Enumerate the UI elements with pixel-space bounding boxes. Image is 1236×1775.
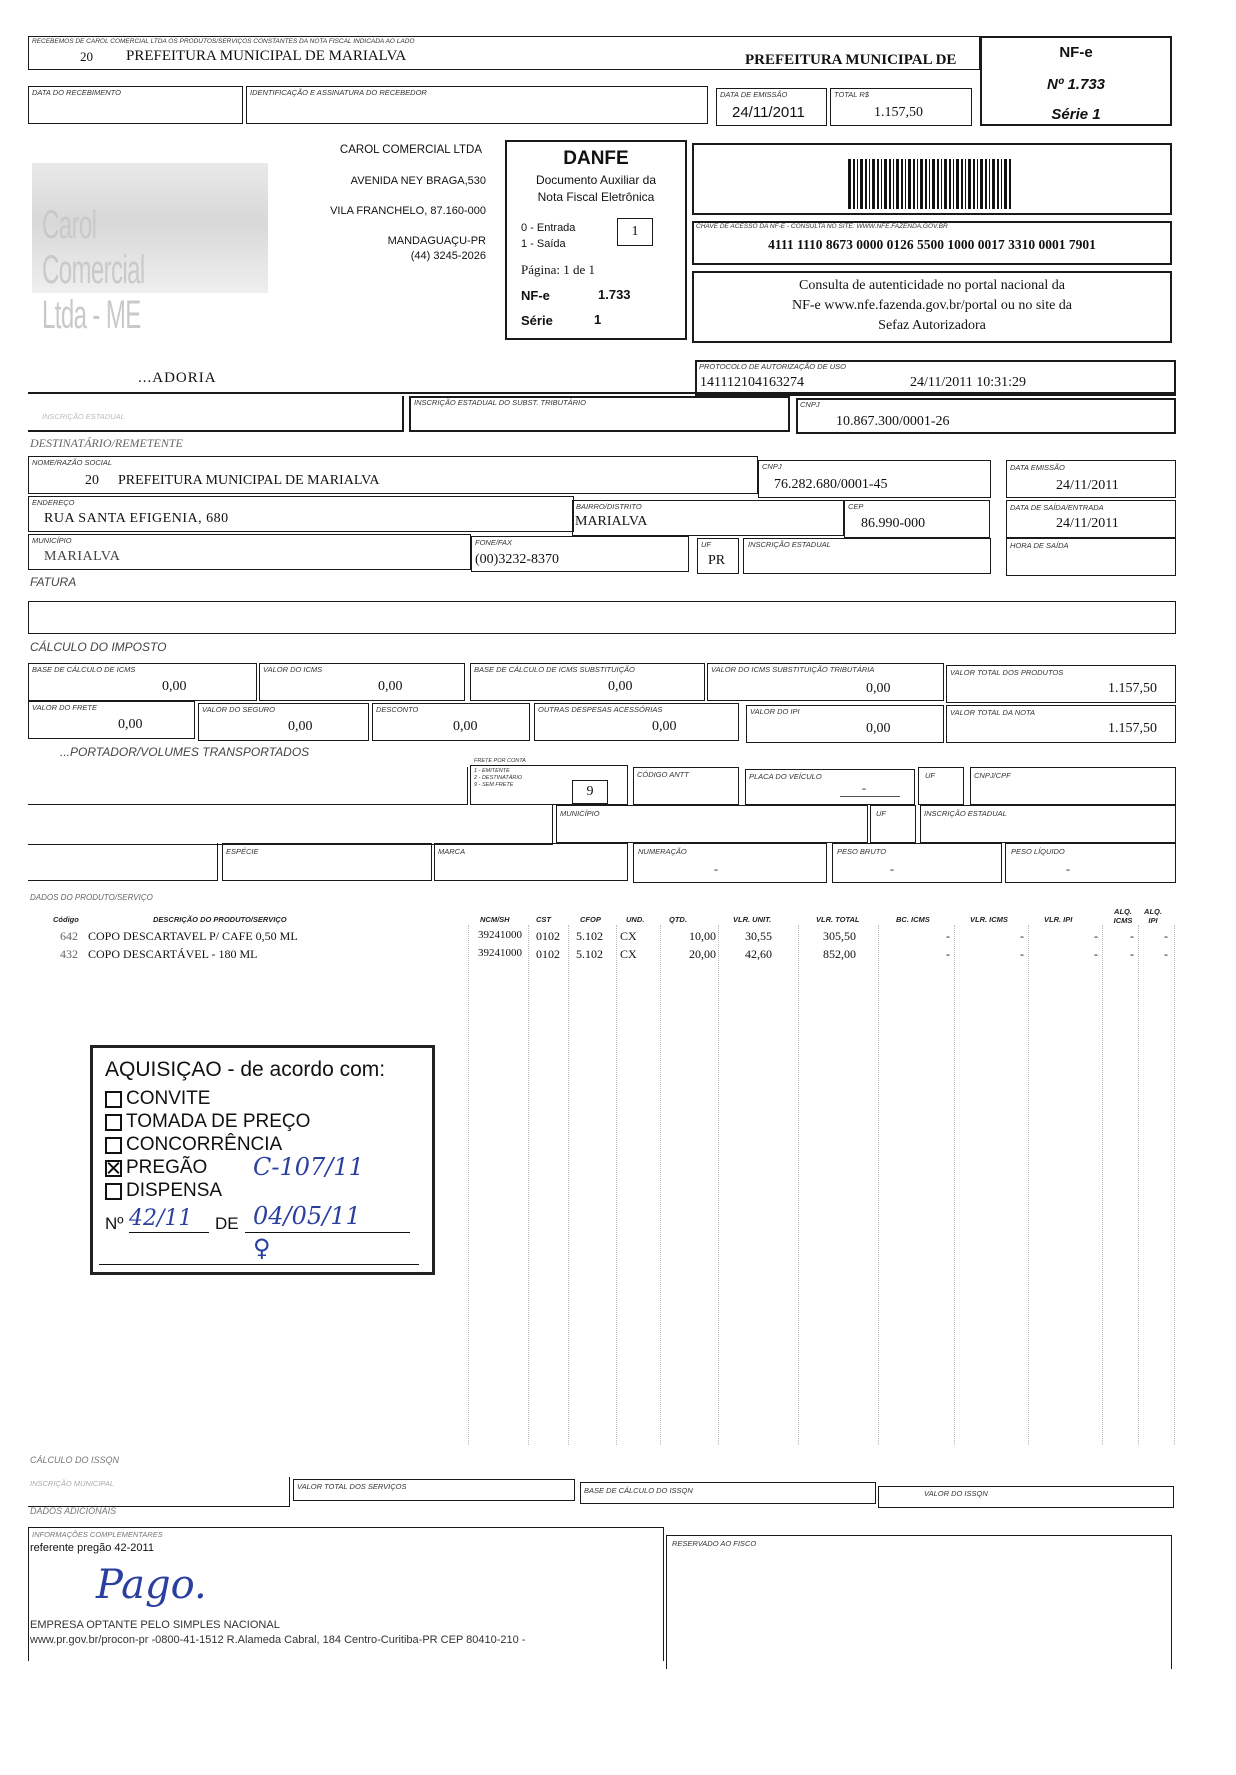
- frete-opt2: 2 - DESTINATÁRIO: [474, 775, 523, 781]
- reservado-fisco-box: [666, 1535, 1172, 1669]
- danfe-saida: 1 - Saída: [521, 238, 566, 250]
- danfe-nfe-label: NF-e: [521, 288, 550, 303]
- danfe-nfe-num: 1.733: [598, 287, 631, 302]
- total-produtos-value: 1.157,50: [1108, 681, 1157, 696]
- transp-uf-label: UF: [925, 771, 935, 780]
- fatura-section: FATURA: [30, 575, 77, 589]
- cell-alq-icms: -: [1130, 947, 1134, 961]
- danfe-tipo-box: [617, 218, 653, 246]
- aquisicao-stamp: [90, 1045, 435, 1275]
- protocolo-value: 141112104163274: [700, 375, 804, 390]
- transp-municipio-box: [556, 805, 868, 843]
- th-vlr-icms: VLR. ICMS: [970, 915, 1008, 924]
- th-alq-ipi: ALQ. IPI: [1144, 907, 1162, 925]
- bc-st-label: BASE DE CÁLCULO DE ICMS SUBSTITUIÇÃO: [474, 665, 635, 674]
- barcode-icon: [848, 159, 1013, 209]
- danfe-entrada: 0 - Entrada: [521, 222, 576, 234]
- stamp-option-pregao: [105, 1157, 207, 1179]
- cell-codigo: 432: [60, 947, 78, 961]
- th-alq-icms: ALQ. ICMS: [1113, 907, 1133, 925]
- issqn-valor-label: VALOR DO ISSQN: [924, 1489, 988, 1498]
- dest-cnpj-label: CNPJ: [762, 462, 782, 471]
- stamp-title: AQUISIÇAO - de acordo com:: [105, 1058, 386, 1081]
- dest-data-saida-label: DATA DE SAÍDA/ENTRADA: [1010, 503, 1104, 512]
- th-cfop: CFOP: [580, 915, 601, 924]
- issqn-total-serv-label: VALOR TOTAL DOS SERVIÇOS: [297, 1482, 407, 1491]
- imposto-section: CÁLCULO DO IMPOSTO: [30, 640, 167, 654]
- stamp-option-label: CONCORRÊNCIA: [126, 1134, 283, 1155]
- peso-liquido-dash: -: [1066, 862, 1070, 876]
- cell-cfop: 5.102: [576, 947, 603, 961]
- checkbox-icon: [105, 1183, 122, 1200]
- frete-opt3: 9 - SEM FRETE: [474, 782, 514, 788]
- transp-qtd-box: [28, 843, 218, 881]
- dest-nome-num: 20: [85, 473, 99, 488]
- dest-nome: PREFEITURA MUNICIPAL DE MARIALVA: [118, 473, 380, 488]
- stamp-option-label: PREGÃO: [126, 1157, 208, 1178]
- stamp-option-dispensa: [105, 1180, 222, 1202]
- info-compl-label: INFORMAÇÕES COMPLEMENTARES: [32, 1530, 163, 1539]
- cell-vlr-ipi: -: [1094, 929, 1098, 943]
- antt-label: CÓDIGO ANTT: [637, 770, 689, 779]
- valor-icms-value: 0,00: [378, 679, 403, 694]
- dest-nome-label: NOME/RAZÃO SOCIAL: [32, 458, 113, 467]
- dest-fone: (00)3232-8370: [475, 552, 559, 567]
- valor-st-value: 0,00: [866, 681, 891, 696]
- cell-descricao: COPO DESCARTAVEL P/ CAFE 0,50 ML: [88, 929, 298, 943]
- th-qtd: QTD.: [669, 915, 687, 924]
- cell-alq-ipi: -: [1164, 947, 1168, 961]
- issqn-im-label: INSCRIÇÃO MUNICIPAL: [30, 1479, 115, 1488]
- fatura-box: [28, 601, 1176, 634]
- stamp-option-tomada: [105, 1111, 310, 1133]
- emitente-logo: [32, 163, 268, 337]
- adicionais-section: DADOS ADICIONAIS: [30, 1506, 117, 1516]
- dest-municipio: MARIALVA: [44, 549, 121, 564]
- emitente-cnpj-label: CNPJ: [800, 400, 820, 409]
- bc-st-value: 0,00: [608, 679, 633, 694]
- cell-bc-icms: -: [946, 929, 950, 943]
- placa-dash: -: [862, 781, 866, 795]
- frete-opt1: 1 - EMITENTE: [474, 768, 510, 774]
- stamp-pregao-handwritten: C-107/11: [253, 1153, 364, 1181]
- dest-hora-label: HORA DE SAÍDA: [1010, 541, 1069, 550]
- dest-ie-label: INSCRIÇÃO ESTADUAL: [748, 540, 831, 549]
- frete-value: 9: [586, 784, 594, 799]
- cell-vlr-total: 852,00: [823, 947, 856, 961]
- frete-value: 0,00: [118, 717, 143, 732]
- danfe-pagina: Página: 1 de 1: [521, 262, 596, 277]
- danfe-title: DANFE: [563, 148, 629, 169]
- protocolo-label: PROTOCOLO DE AUTORIZAÇÃO DE USO: [699, 362, 846, 371]
- info-referente: referente pregão 42-2011: [30, 1542, 154, 1554]
- seguro-value: 0,00: [288, 719, 313, 734]
- th-bc-icms: BC. ICMS: [896, 915, 930, 924]
- dest-data-emissao-label: DATA EMISSÃO: [1010, 463, 1065, 472]
- ie-label: INSCRIÇÃO ESTADUAL: [42, 412, 125, 421]
- stamp-de-value: 04/05/11: [253, 1202, 361, 1230]
- cell-descricao: COPO DESCARTÁVEL - 180 ML: [88, 947, 258, 961]
- numeracao-label: NUMERAÇÃO: [638, 847, 687, 856]
- bc-icms-value: 0,00: [162, 679, 187, 694]
- canhoto-total-label: TOTAL R$: [834, 90, 870, 99]
- ie-subst-label: INSCRIÇÃO ESTADUAL DO SUBST. TRIBUTÁRIO: [414, 398, 586, 407]
- checkbox-icon: [105, 1091, 122, 1108]
- outras-value: 0,00: [652, 719, 677, 734]
- canhoto-data-emissao: 24/11/2011: [732, 104, 805, 121]
- total-produtos-label: VALOR TOTAL DOS PRODUTOS: [950, 668, 1064, 677]
- th-descricao: DESCRIÇÃO DO PRODUTO/SERVIÇO: [153, 915, 287, 924]
- canhoto-data-emissao-label: DATA DE EMISSÃO: [720, 90, 788, 99]
- transporte-section: ...PORTADOR/VOLUMES TRANSPORTADOS: [60, 745, 310, 759]
- stamp-bottom-line: [99, 1264, 419, 1265]
- especie-label: ESPÉCIE: [226, 847, 259, 856]
- consulta-line3: Sefaz Autorizadora: [878, 318, 986, 333]
- cell-vlr-ipi: -: [1094, 947, 1098, 961]
- pago-handwritten: Pago.: [96, 1562, 207, 1608]
- natureza-value: ...ADORIA: [138, 370, 217, 386]
- th-codigo: Código: [53, 915, 79, 924]
- stamp-option-label: DISPENSA: [126, 1180, 223, 1201]
- stamp-option-label: TOMADA DE PREÇO: [126, 1111, 311, 1132]
- nfe-title: NF-e: [1059, 44, 1093, 61]
- info-procon: www.pr.gov.br/procon-pr -0800-41-1512 R.Alameda Cabral, 184 Centro-Curitiba-PR CEP 80410-210 -: [30, 1634, 526, 1646]
- logo-text: Carol Comercial Ltda - ME: [42, 203, 145, 337]
- stamp-n-label: Nº: [105, 1214, 124, 1233]
- identificacao-label: IDENTIFICAÇÃO E ASSINATURA DO RECEBEDOR: [250, 88, 427, 97]
- canhoto-dest-name: PREFEITURA MUNICIPAL DE MARIALVA: [126, 48, 407, 64]
- dest-municipio-label: MUNICÍPIO: [32, 536, 72, 545]
- stamp-n-underline: [129, 1232, 209, 1233]
- cell-qtd: 10,00: [689, 929, 716, 943]
- placa-underline: [840, 796, 900, 797]
- dest-cep-label: CEP: [848, 502, 864, 511]
- dest-cnpj: 76.282.680/0001-45: [774, 477, 888, 492]
- cell-cst: 0102: [536, 947, 560, 961]
- emitente-address: AVENIDA NEY BRAGA,530: [350, 175, 486, 187]
- th-vlr-total: VLR. TOTAL: [816, 915, 860, 924]
- dest-data-saida: 24/11/2011: [1056, 516, 1119, 531]
- canhoto-dest-num: 20: [80, 49, 93, 64]
- chave-label: CHAVE DE ACESSO DA NF-E - CONSULTA NO SITE: WWW.NFE.FAZENDA.GOV.BR: [696, 223, 948, 230]
- cell-vlr-icms: -: [1020, 947, 1024, 961]
- nfe-number: Nº 1.733: [1046, 76, 1105, 93]
- dest-bairro: MARIALVA: [575, 514, 648, 529]
- dest-fone-label: FONE/FAX: [475, 538, 512, 547]
- data-recebimento-label: DATA DO RECEBIMENTO: [32, 88, 121, 97]
- cell-cfop: 5.102: [576, 929, 603, 943]
- dest-endereco-label: ENDEREÇO: [32, 498, 75, 507]
- valor-icms-label: VALOR DO ICMS: [263, 665, 323, 674]
- danfe-serie-label: Série: [521, 313, 553, 328]
- emitente-name: CAROL COMERCIAL LTDA: [339, 144, 482, 156]
- stamp-option-label: CONVITE: [126, 1088, 211, 1109]
- placa-label: PLACA DO VEÍCULO: [749, 772, 822, 781]
- issqn-valor-box: [878, 1486, 1174, 1508]
- transp-municipio-label: MUNICÍPIO: [560, 809, 600, 818]
- peso-bruto-dash: -: [890, 862, 894, 876]
- canhoto-total: 1.157,50: [874, 105, 923, 120]
- th-und: UND.: [626, 915, 645, 924]
- emitente-city: MANDAGUAÇU-PR: [387, 235, 486, 247]
- checkbox-icon: [105, 1137, 122, 1154]
- info-simples: EMPRESA OPTANTE PELO SIMPLES NACIONAL: [30, 1619, 280, 1631]
- peso-bruto-label: PESO BRUTO: [837, 847, 887, 856]
- dest-cep: 86.990-000: [861, 516, 926, 531]
- cell-qtd: 20,00: [689, 947, 716, 961]
- cell-cst: 0102: [536, 929, 560, 943]
- checkbox-icon: [105, 1114, 122, 1131]
- ipi-value: 0,00: [866, 721, 891, 736]
- transp-endereco-box: [28, 805, 553, 845]
- transp-uf2-label: UF: [876, 809, 886, 818]
- reservado-fisco-label: RESERVADO AO FISCO: [672, 1539, 757, 1548]
- cell-und: CX: [620, 947, 637, 961]
- cell-vlr-unit: 30,55: [745, 929, 772, 943]
- cell-alq-icms: -: [1130, 929, 1134, 943]
- stamp-de-label: DE: [215, 1214, 239, 1233]
- frete-conta-label: FRETE POR CONTA: [474, 758, 526, 764]
- th-vlr-unit: VLR. UNIT.: [733, 915, 772, 924]
- consulta-line2: NF-e www.nfe.fazenda.gov.br/portal ou no site da: [791, 298, 1073, 313]
- stamp-n-value: 42/11: [129, 1206, 193, 1231]
- valor-st-label: VALOR DO ICMS SUBSTITUIÇÃO TRIBUTÁRIA: [711, 665, 875, 674]
- cell-vlr-icms: -: [1020, 929, 1024, 943]
- th-vlr-ipi: VLR. IPI: [1044, 915, 1073, 924]
- frete-label: VALOR DO FRETE: [32, 703, 98, 712]
- cell-ncm: 39241000: [478, 929, 522, 941]
- consulta-line1: Consulta de autenticidade no portal nacional da: [799, 278, 1065, 293]
- marca-label: MARCA: [438, 847, 466, 856]
- desconto-label: DESCONTO: [376, 705, 419, 714]
- th-cst: CST: [536, 915, 551, 924]
- stamp-signature: ♀: [253, 1234, 271, 1262]
- cell-ncm: 39241000: [478, 947, 522, 959]
- destinatario-section: DESTINATÁRIO/REMETENTE: [30, 436, 183, 450]
- cell-codigo: 642: [60, 929, 78, 943]
- dest-uf-label: UF: [701, 540, 711, 549]
- danfe-serie-num: 1: [594, 312, 602, 327]
- canhoto-prefeitura: PREFEITURA MUNICIPAL DE: [745, 52, 957, 68]
- transp-nome-box: [28, 767, 468, 805]
- total-nota-label: VALOR TOTAL DA NOTA: [950, 708, 1036, 717]
- transp-cnpj-label: CNPJ/CPF: [974, 771, 1011, 780]
- stamp-de-underline: [245, 1232, 410, 1233]
- th-ncm: NCM/SH: [480, 915, 510, 924]
- chave-value: 4111 1110 8673 0000 0126 5500 1000 0017 3310 0001 7901: [768, 237, 1096, 252]
- transp-ie-label: INSCRIÇÃO ESTADUAL: [924, 809, 1007, 818]
- dest-uf: PR: [708, 553, 726, 568]
- cell-alq-ipi: -: [1164, 929, 1168, 943]
- desconto-value: 0,00: [453, 719, 478, 734]
- nfe-serie: Série 1: [1051, 106, 1101, 123]
- danfe-subtitle1: Documento Auxiliar da: [535, 173, 657, 187]
- dest-bairro-label: BAIRRO/DISTRITO: [576, 502, 642, 511]
- outras-label: OUTRAS DESPESAS ACESSÓRIAS: [538, 705, 663, 714]
- bc-icms-label: BASE DE CÁLCULO DE ICMS: [32, 665, 136, 674]
- frete-value-box: [572, 780, 608, 804]
- dest-endereco: RUA SANTA EFIGENIA, 680: [44, 511, 229, 526]
- cell-vlr-total: 305,50: [823, 929, 856, 943]
- cell-und: CX: [620, 929, 637, 943]
- ipi-label: VALOR DO IPI: [750, 707, 800, 716]
- total-nota-value: 1.157,50: [1108, 721, 1157, 736]
- danfe-subtitle2: Nota Fiscal Eletrônica: [537, 190, 655, 204]
- stamp-option-convite: [105, 1088, 210, 1110]
- emitente-district: VILA FRANCHELO, 87.160-000: [330, 205, 486, 217]
- issqn-bc-label: BASE DE CÁLCULO DO ISSQN: [584, 1486, 693, 1495]
- canhoto-header-text: RECEBEMOS DE CAROL COMERCIAL LTDA OS PRODUTOS/SERVIÇOS CONSTANTES DA NOTA FISCAL INDICADA AO LADO: [32, 38, 415, 45]
- checked-checkbox-icon: [105, 1160, 122, 1177]
- cell-bc-icms: -: [946, 947, 950, 961]
- cell-vlr-unit: 42,60: [745, 947, 772, 961]
- produtos-section: DADOS DO PRODUTO/SERVIÇO: [30, 893, 153, 902]
- seguro-label: VALOR DO SEGURO: [202, 705, 275, 714]
- dest-data-emissao: 24/11/2011: [1056, 478, 1119, 493]
- issqn-section: CÁLCULO DO ISSQN: [30, 1455, 120, 1465]
- emitente-cnpj: 10.867.300/0001-26: [836, 414, 950, 429]
- protocolo-datetime: 24/11/2011 10:31:29: [910, 375, 1027, 390]
- emitente-phone: (44) 3245-2026: [410, 250, 486, 262]
- danfe-tipo: 1: [631, 224, 639, 239]
- peso-liquido-label: PESO LÍQUIDO: [1011, 847, 1065, 856]
- numeracao-dash: -: [714, 862, 718, 876]
